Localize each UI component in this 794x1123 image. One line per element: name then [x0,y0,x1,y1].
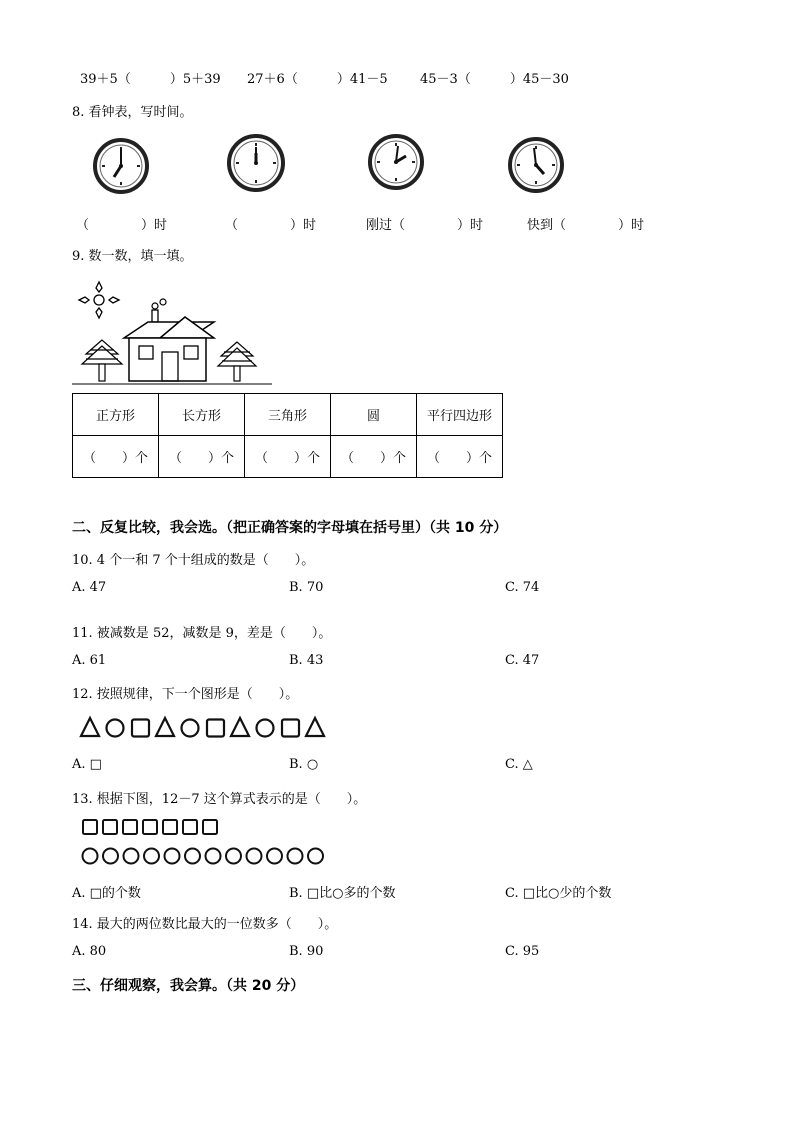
shape-count-table [72,393,503,478]
house-scene-illustration [72,278,272,388]
q12-text: 12. 按照规律，下一个图形是（ ）。 [72,687,299,702]
compare-item-1: 39＋5（ ）5＋39 [80,72,221,87]
q12-option-c[interactable]: C. △ [505,757,533,772]
q10-option-b[interactable]: B. 70 [289,580,324,595]
q8-answer-4[interactable]: 快到（ ）时 [527,218,645,233]
q13-option-b[interactable]: B. □比○多的个数 [289,886,396,901]
table-header-row [73,394,503,436]
clock-icon-2 [227,134,285,192]
compare-item-3: 45－3（ ）45－30 [420,72,569,87]
section-3-title: 三、仔细观察，我会算。（共 20 分） [72,978,305,994]
q8-answer-2[interactable]: （ ）时 [225,218,317,233]
q10-option-c[interactable]: C. 74 [505,580,540,595]
squares-row [82,818,227,836]
q14-option-b[interactable]: B. 90 [289,944,324,959]
circles-row [82,846,332,866]
q14-text: 14. 最大的两位数比最大的一位数多（ ）。 [72,917,338,932]
header-parallelogram: 平行四边形 [417,394,503,436]
compare-item-2: 27＋6（ ）41－5 [247,72,388,87]
q8-answer-3[interactable]: 刚过（ ）时 [366,218,484,233]
tree-icon-left [82,340,122,381]
q12-option-b[interactable]: B. ○ [289,757,319,772]
tree-icon-right [218,342,256,381]
q8-title: 8. 看钟表，写时间。 [72,105,193,120]
q9-title: 9. 数一数，填一填。 [72,249,193,264]
q11-option-c[interactable]: C. 47 [505,653,540,668]
q11-text: 11. 被减数是 52，减数是 9，差是（ ）。 [72,626,332,641]
shape-pattern-sequence [80,716,330,740]
q11-option-a[interactable]: A. 61 [72,653,107,668]
q14-option-c[interactable]: C. 95 [505,944,540,959]
clock-icon-4 [508,136,564,194]
q10-text: 10. 4 个一和 7 个十组成的数是（ ）。 [72,553,315,568]
clock-icon-3 [368,134,424,190]
q13-option-a[interactable]: A. □的个数 [72,886,141,901]
q8-answer-1[interactable]: （ ）时 [76,218,168,233]
count-circle[interactable]: （ ）个 [331,436,417,478]
count-triangle[interactable]: （ ）个 [245,436,331,478]
count-rectangle[interactable]: （ ）个 [159,436,245,478]
header-triangle: 三角形 [245,394,331,436]
section-2-title: 二、反复比较，我会选。（把正确答案的字母填在括号里）（共 10 分） [72,520,508,536]
sun-icon [79,282,119,318]
q12-option-a[interactable]: A. □ [72,757,102,772]
q11-option-b[interactable]: B. 43 [289,653,324,668]
q14-option-a[interactable]: A. 80 [72,944,107,959]
table-row [73,436,503,478]
header-square: 正方形 [73,394,159,436]
header-circle: 圆 [331,394,417,436]
clock-icon-1 [93,136,149,196]
q13-option-c[interactable]: C. □比○少的个数 [505,886,612,901]
q13-text: 13. 根据下图，12－7 这个算式表示的是（ ）。 [72,792,367,807]
count-parallelogram[interactable]: （ ）个 [417,436,503,478]
q10-option-a[interactable]: A. 47 [72,580,107,595]
header-rectangle: 长方形 [159,394,245,436]
count-square[interactable]: （ ）个 [73,436,159,478]
